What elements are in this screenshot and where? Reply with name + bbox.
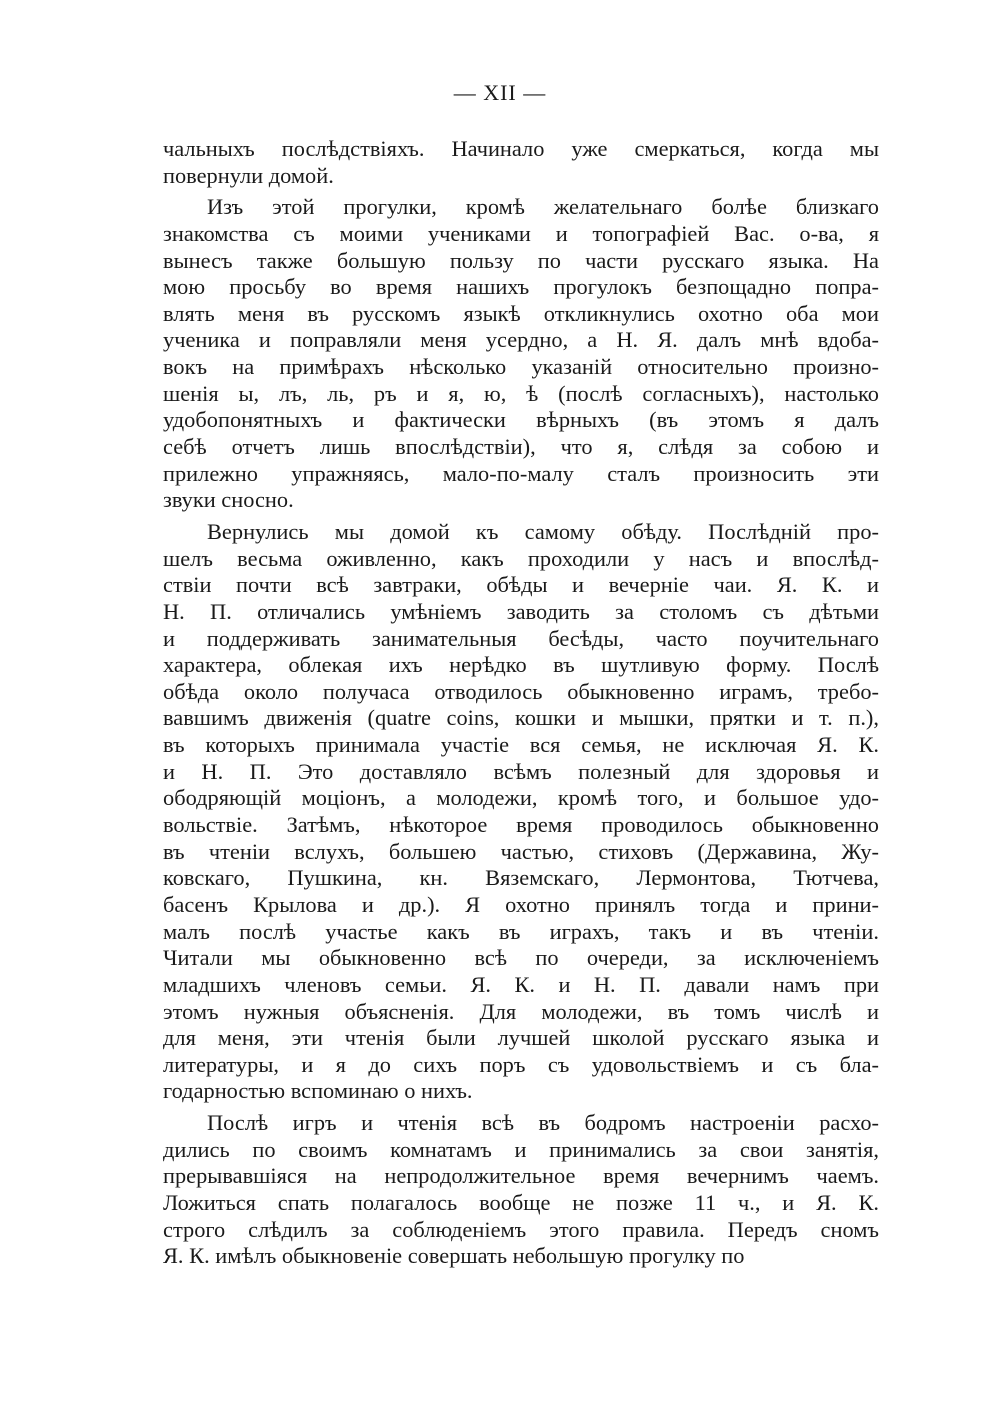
text-line: ученика и поправляли меня усердно, а Н. Я. далъ мнѣ вдоба- bbox=[163, 327, 879, 353]
text-line: Ложиться спать полагалось вообще не позже 11 ч., и Я. К. bbox=[163, 1189, 879, 1215]
text-line: прилежно упражняясь, мало-по-малу сталъ произносить эти bbox=[163, 460, 879, 486]
text-line: вынесъ также большую пользу по части русскаго языка. На bbox=[163, 247, 879, 273]
text-line: для меня, эти чтенія были лучшей школой русскаго языка и bbox=[163, 1025, 879, 1051]
text-line: литературы, и я до сихъ поръ съ удовольствіемъ и съ бла- bbox=[163, 1051, 879, 1077]
text-line: малъ послѣ участье какъ въ играхъ, такъ и въ чтеніи. bbox=[163, 918, 879, 944]
text-line: прерывавшіяся на непродолжительное время вечернимъ чаемъ. bbox=[163, 1163, 879, 1189]
text-line: чальныхъ послѣдствіяхъ. Начинало уже смеркаться, когда мы bbox=[163, 136, 879, 161]
text-line: дились по своимъ комнатамъ и принимались за свои занятія, bbox=[163, 1136, 879, 1162]
text-line: ковскаго, Пушкина, кн. Вяземскаго, Лермонтова, Тютчева, bbox=[163, 865, 879, 891]
text-line: басенъ Крылова и др.). Я охотно принялъ тогда и прини- bbox=[163, 891, 879, 917]
paragraph bbox=[163, 136, 879, 189]
text-line: звуки сносно. bbox=[163, 487, 294, 513]
text-line: шенія ы, лъ, ль, ръ и я, ю, ѣ (послѣ согласныхъ), настолько bbox=[163, 380, 879, 406]
text-line: Изъ этой прогулки, кромѣ желательнаго болѣе близкаго bbox=[207, 194, 879, 220]
text-line: характера, облекая ихъ нерѣдко въ шутливую форму. Послѣ bbox=[163, 652, 879, 678]
text-line: и поддерживать занимательныя бесѣды, часто поучительнаго bbox=[163, 625, 879, 651]
text-line: себѣ отчетъ лишь впослѣдствіи), что я, слѣдя за собою и bbox=[163, 434, 879, 460]
text-line: въ чтеніи вслухъ, большею частью, стиховъ (Державина, Жу- bbox=[163, 838, 879, 864]
text-line: обѣда около получаса отводилось обыкновенно играмъ, требо- bbox=[163, 678, 879, 704]
text-line: мою просьбу во время нашихъ прогулокъ безпощадно попра- bbox=[163, 274, 879, 300]
text-line: Н. П. отличались умѣніемъ заводить за столомъ съ дѣтьми bbox=[163, 598, 879, 624]
text-line: ободряющій моціонъ, а молодежи, кромѣ того, и большое удо- bbox=[163, 785, 879, 811]
text-line: въ которыхъ принимала участіе вся семья, не исключая Я. К. bbox=[163, 732, 879, 758]
text-line: Послѣ игръ и чтенія всѣ въ бодромъ настроеніи расхо- bbox=[207, 1110, 879, 1136]
text-line: этомъ нужныя объясненія. Для молодежи, въ томъ числѣ и bbox=[163, 998, 879, 1024]
text-line: Читали мы обыкновенно всѣ по очереди, за исключеніемъ bbox=[163, 945, 879, 971]
text-line: строго слѣдилъ за соблюденіемъ этого правила. Передъ сномъ bbox=[163, 1216, 879, 1242]
text-line: знакомства съ моими учениками и топографіей Вас. о-ва, я bbox=[163, 220, 879, 246]
body-text bbox=[163, 136, 879, 1270]
text-line: Вернулись мы домой къ самому обѣду. Послѣдній про- bbox=[207, 518, 879, 544]
text-line: младшихъ членовъ семьи. Я. К. и Н. П. давали намъ при bbox=[163, 971, 879, 997]
text-line: влять меня въ русскомъ языкѣ откликнулись охотно оба мои bbox=[163, 300, 879, 326]
text-line: и Н. П. Это доставляло всѣмъ полезный для здоровья и bbox=[163, 758, 879, 784]
page-number: — XII — bbox=[453, 80, 547, 105]
text-line: Я. К. имѣлъ обыкновеніе совершать небольшую прогулку по bbox=[163, 1243, 745, 1269]
text-line: годарностью вспоминаю о нихъ. bbox=[163, 1078, 473, 1104]
text-line: вольствіе. Затѣмъ, нѣкоторое время проводилось обыкновенно bbox=[163, 812, 879, 838]
text-line: повернули домой. bbox=[163, 162, 334, 188]
text-line: шелъ весьма оживленно, какъ проходили у насъ и впослѣд- bbox=[163, 545, 879, 571]
text-line: вокъ на примѣрахъ нѣсколько указаній относительно произно- bbox=[163, 354, 879, 380]
paragraph bbox=[163, 1110, 879, 1270]
text-line: ствіи почти всѣ завтраки, обѣды и вечерніе чаи. Я. К. и bbox=[163, 572, 879, 598]
text-line: удобопонятныхъ и фактически вѣрныхъ (въ этомъ я далъ bbox=[163, 407, 879, 433]
paragraph bbox=[163, 519, 879, 1105]
paragraph bbox=[163, 194, 879, 514]
text-line: вавшимъ движенія (quatre coins, кошки и мышки, прятки и т. п.), bbox=[163, 705, 879, 731]
